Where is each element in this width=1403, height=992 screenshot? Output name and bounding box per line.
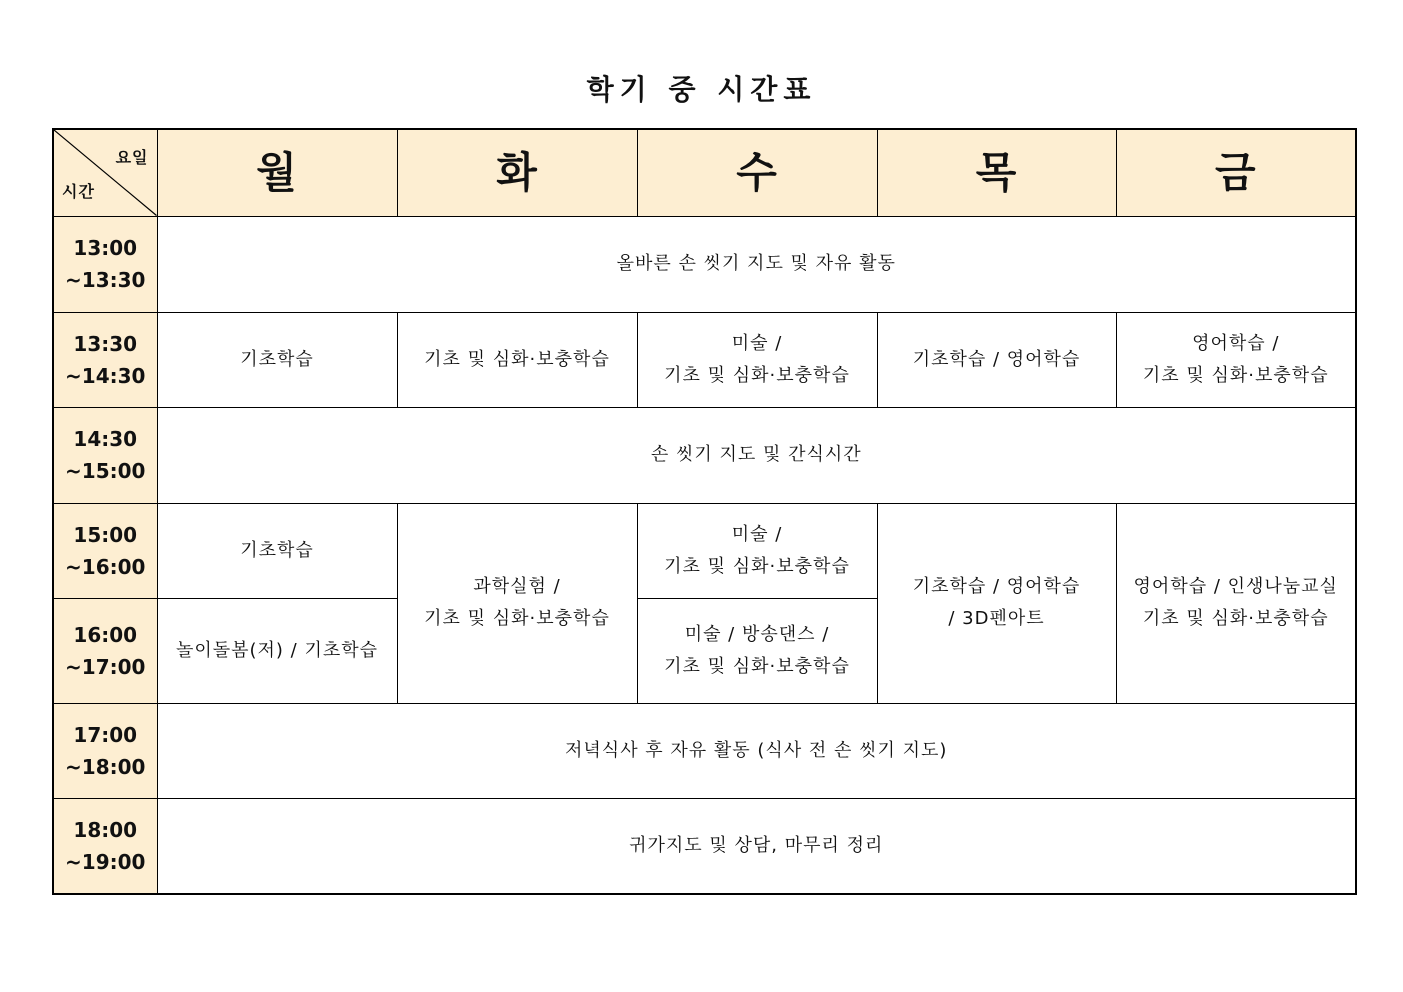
time-start: 14:30 xyxy=(73,427,138,451)
activity-line: 영어학습 / 인생나눔교실 xyxy=(1133,576,1338,597)
time-end: ~15:00 xyxy=(65,459,146,483)
activity-fri xyxy=(1116,312,1356,407)
activity-thu xyxy=(877,503,1116,703)
day-header-tue: 화 xyxy=(397,129,637,216)
time-cell xyxy=(53,503,157,598)
table-row xyxy=(53,312,1356,407)
activity-wed xyxy=(637,312,877,407)
time-end: ~14:30 xyxy=(65,363,146,388)
activity-line: 기초 및 심화·보충학습 xyxy=(664,555,850,577)
day-header-wed: 수 xyxy=(637,129,877,216)
activity-wed xyxy=(637,598,877,703)
table-row xyxy=(53,798,1356,894)
activity-line: 기초 및 심화·보충학습 xyxy=(664,364,850,386)
time-cell xyxy=(53,216,157,312)
time-end: ~13:30 xyxy=(65,268,146,292)
table-row xyxy=(53,216,1356,312)
activity-mon: 기초학습 xyxy=(157,503,397,598)
activity-line: 기초 및 심화·보충학습 xyxy=(1142,364,1329,386)
time-start: 18:00 xyxy=(73,817,138,842)
activity-all-days: 올바른 손 씻기 지도 및 자유 활동 xyxy=(157,216,1356,312)
time-start: 16:00 xyxy=(73,622,138,647)
activity-mon: 놀이돌봄(저) / 기초학습 xyxy=(157,598,397,703)
time-cell xyxy=(53,703,157,798)
activity-fri xyxy=(1116,503,1356,703)
activity-line: 과학실험 / xyxy=(473,576,561,597)
activity-line: 미술 / xyxy=(731,332,783,354)
activity-mon: 기초학습 xyxy=(157,312,397,407)
diagonal-line xyxy=(54,130,157,216)
time-start: 15:00 xyxy=(73,522,138,547)
time-end: ~17:00 xyxy=(65,654,146,679)
corner-cell xyxy=(53,129,157,216)
activity-all-days: 귀가지도 및 상담, 마무리 정리 xyxy=(157,798,1356,894)
time-start: 13:00 xyxy=(73,236,138,260)
activity-line: 영어학습 / xyxy=(1192,332,1280,354)
time-cell xyxy=(53,798,157,894)
timetable xyxy=(52,128,1357,895)
time-cell xyxy=(53,312,157,407)
table-row xyxy=(53,503,1356,598)
activity-tue: 기초 및 심화·보충학습 xyxy=(397,312,637,407)
activity-line: 기초 및 심화·보충학습 xyxy=(424,608,610,629)
activity-line: 미술 / 방송댄스 / xyxy=(684,623,830,645)
time-start: 17:00 xyxy=(73,722,138,747)
day-header-thu: 목 xyxy=(877,129,1116,216)
time-end: ~19:00 xyxy=(65,849,146,874)
activity-line: 미술 / xyxy=(731,523,783,545)
day-header-mon: 월 xyxy=(157,129,397,216)
page-title: 학기 중 시간표 xyxy=(586,73,817,106)
day-header-fri: 금 xyxy=(1116,129,1356,216)
activity-line: 기초 및 심화·보충학습 xyxy=(1142,608,1329,629)
time-end: ~18:00 xyxy=(65,754,146,779)
header-row xyxy=(53,129,1356,216)
activity-line: 기초 및 심화·보충학습 xyxy=(664,655,850,677)
activity-thu: 기초학습 / 영어학습 xyxy=(877,312,1116,407)
activity-all-days: 저녁식사 후 자유 활동 (식사 전 손 씻기 지도) xyxy=(157,703,1356,798)
time-start: 13:30 xyxy=(73,331,138,356)
time-end: ~16:00 xyxy=(65,554,146,579)
activity-line: 기초학습 / 영어학습 xyxy=(912,576,1081,597)
activity-tue xyxy=(397,503,637,703)
activity-all-days: 손 씻기 지도 및 간식시간 xyxy=(157,407,1356,503)
activity-line: / 3D펜아트 xyxy=(948,608,1045,629)
table-row xyxy=(53,703,1356,798)
activity-wed xyxy=(637,503,877,598)
corner-day-label: 요일 xyxy=(115,148,149,167)
time-cell xyxy=(53,407,157,503)
time-cell xyxy=(53,598,157,703)
table-row xyxy=(53,407,1356,503)
corner-time-label: 시간 xyxy=(62,181,95,201)
